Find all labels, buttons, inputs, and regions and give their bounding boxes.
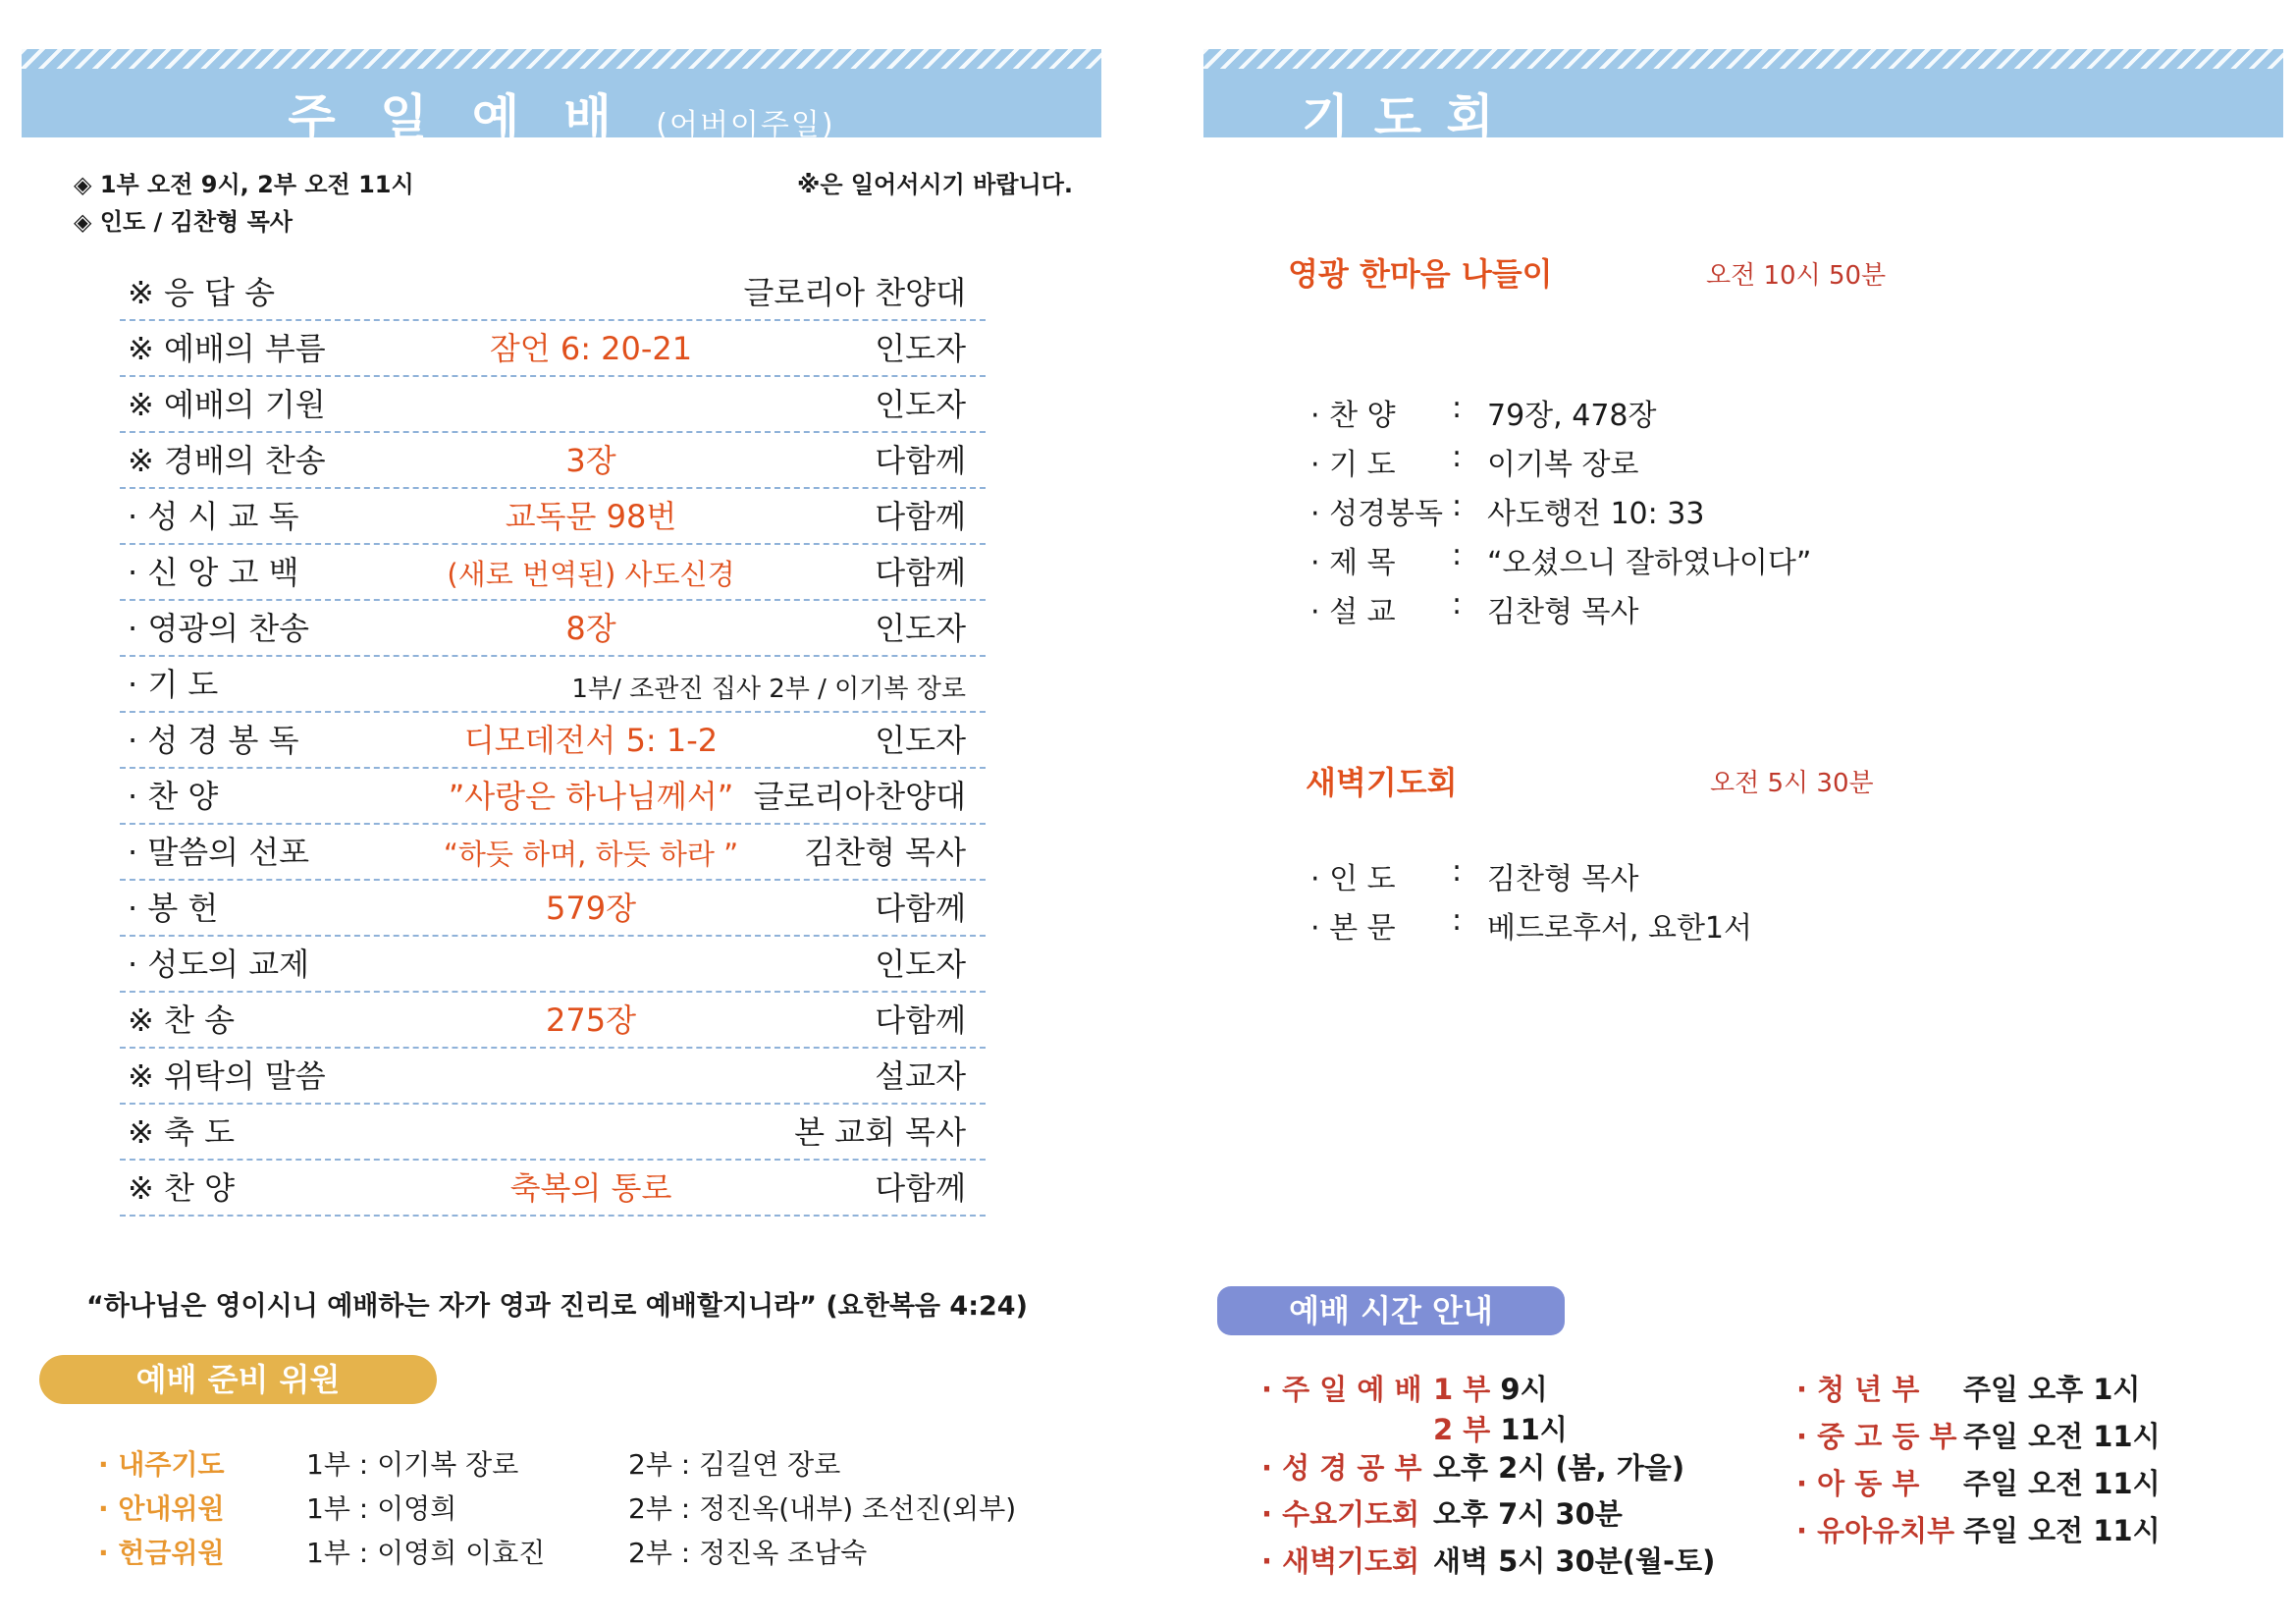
worship-item-leader: 인도자	[875, 610, 966, 647]
worship-item	[120, 881, 986, 937]
worship-item	[120, 937, 986, 993]
prep-first-service: 1부 : 이영희 이효진	[306, 1537, 546, 1569]
prayer-item-label: · 찬 양	[1310, 399, 1396, 433]
prayer-item-label: · 인 도	[1310, 862, 1396, 896]
schedule-item-label: · 중 고 등 부	[1796, 1420, 1957, 1453]
prep-second-service: 2부 : 정진옥(내부) 조선진(외부)	[628, 1492, 1017, 1525]
prayer-item-value: 베드로후서, 요한1서	[1487, 911, 1752, 946]
worship-item	[120, 769, 986, 825]
dawn-time: 오전 5시 30분	[1710, 769, 1874, 798]
worship-item-name: ※ 예배의 부름	[128, 330, 326, 367]
worship-item	[120, 1105, 986, 1161]
prep-first-service: 1부 : 이기복 장로	[306, 1448, 519, 1481]
worship-item	[120, 321, 986, 377]
worship-item-name: ※ 위탁의 말씀	[128, 1057, 326, 1095]
schedule-item-label: · 아 동 부	[1796, 1467, 1920, 1500]
prep-second-service: 2부 : 정진옥 조남숙	[628, 1537, 868, 1569]
prayer-item-colon: :	[1452, 391, 1463, 425]
worship-item	[120, 545, 986, 601]
worship-item	[120, 657, 986, 713]
stand-note: ※은 일어서시기 바랍니다.	[797, 171, 1073, 198]
prep-second-service: 2부 : 김길연 장로	[628, 1448, 841, 1481]
worship-item-detail: 축복의 통로	[509, 1169, 672, 1207]
worship-item-detail: 579장	[546, 890, 636, 927]
worship-item-name: · 신 앙 고 백	[128, 554, 299, 591]
banner-stripe	[1203, 49, 2283, 69]
banner-stripe	[22, 49, 1101, 69]
worship-item	[120, 825, 986, 881]
outing-time: 오전 10시 50분	[1706, 261, 1887, 291]
worship-item	[120, 1161, 986, 1217]
worship-item-detail: “하듯 하며, 하듯 하라 ”	[443, 838, 739, 871]
schedule-item-value: 주일 오전 11시	[1963, 1514, 2161, 1547]
worship-title	[22, 79, 1101, 149]
schedule-item-label: · 수요기도회	[1261, 1497, 1420, 1531]
worship-item-detail: 8장	[565, 610, 616, 647]
prayer-item-value: 김찬형 목사	[1487, 595, 1639, 629]
worship-item-name: · 영광의 찬송	[128, 610, 310, 647]
worship-item-leader: 인도자	[875, 386, 966, 423]
worship-item	[120, 1049, 986, 1105]
worship-item	[120, 489, 986, 545]
prep-role: · 내주기도	[98, 1448, 225, 1481]
worship-item-name: · 찬 양	[128, 778, 219, 815]
prayer-item-value: 김찬형 목사	[1487, 862, 1639, 896]
worship-item-leader: 설교자	[875, 1057, 966, 1095]
worship-item-leader: 본 교회 목사	[794, 1113, 966, 1151]
order-of-worship	[120, 265, 986, 1217]
prayer-item-colon: :	[1452, 489, 1463, 523]
worship-item-leader: 1부/ 조관진 집사 2부 / 이기복 장로	[571, 675, 966, 704]
worship-item	[120, 713, 986, 769]
worship-item-leader: 인도자	[875, 946, 966, 983]
worship-item-leader: 글로리아찬양대	[753, 778, 966, 815]
worship-item-name: · 봉 헌	[128, 890, 219, 927]
dawn-title: 새벽기도회	[1306, 764, 1458, 801]
worship-item	[120, 377, 986, 433]
schedule-title: 예배 시간 안내	[1217, 1286, 1565, 1335]
worship-item-name: · 말씀의 선포	[128, 834, 310, 871]
schedule-item-value: 오후 2시 (봄, 가을)	[1433, 1451, 1685, 1485]
worship-item-leader: 다함께	[875, 554, 966, 591]
worship-item-name: ※ 응 답 송	[128, 274, 276, 311]
prayer-item-colon: :	[1452, 903, 1463, 938]
worship-item-name: · 기 도	[128, 666, 219, 703]
service-time: 9시	[1500, 1373, 1548, 1406]
prayer-item-value: 79장, 478장	[1487, 399, 1657, 433]
schedule-item-label: · 유아유치부	[1796, 1514, 1955, 1547]
worship-item-leader: 다함께	[875, 442, 966, 479]
schedule-item-value: 주일 오후 1시	[1963, 1373, 2141, 1406]
worship-item-detail: 3장	[565, 442, 616, 479]
schedule-item-value	[1433, 1368, 1568, 1448]
schedule-item-label: · 성 경 공 부	[1261, 1451, 1422, 1485]
prayer-item-label: · 성경봉독	[1310, 497, 1443, 531]
schedule-item-value: 새벽 5시 30분(월-토)	[1433, 1544, 1716, 1578]
schedule-item-value: 오후 7시 30분	[1433, 1497, 1623, 1531]
worship-item-leader: 다함께	[875, 498, 966, 535]
worship-item-leader: 김찬형 목사	[804, 834, 966, 871]
worship-item-name: ※ 경배의 찬송	[128, 442, 326, 479]
worship-item	[120, 993, 986, 1049]
worship-item-leader: 다함께	[875, 1169, 966, 1207]
service-tag: 1 부	[1433, 1373, 1491, 1406]
worship-item	[120, 265, 986, 321]
worship-item-leader: 인도자	[875, 722, 966, 759]
worship-item-leader: 글로리아 찬양대	[743, 274, 966, 311]
worship-item-leader: 다함께	[875, 890, 966, 927]
prayer-item-value: “오셨으니 잘하였나이다”	[1487, 546, 1812, 580]
worship-item-detail: 275장	[546, 1001, 636, 1039]
worship-item-leader: 인도자	[875, 330, 966, 367]
prayer-item-label: · 설 교	[1310, 595, 1396, 629]
schedule-item-label: · 새벽기도회	[1261, 1544, 1420, 1578]
worship-item-name: ※ 찬 송	[128, 1001, 235, 1039]
schedule-item-label: · 주 일 예 배	[1261, 1373, 1422, 1406]
worship-banner	[22, 49, 1101, 146]
worship-item-detail: ”사랑은 하나님께서”	[448, 778, 734, 815]
worship-item-name: · 성도의 교제	[128, 946, 310, 983]
worship-item	[120, 601, 986, 657]
worship-item-detail: 디모데전서 5: 1-2	[463, 722, 719, 759]
service-time: 11시	[1500, 1413, 1568, 1446]
prep-role: · 안내위원	[98, 1492, 225, 1525]
prayer-item-colon: :	[1452, 538, 1463, 572]
worship-item-name: ※ 찬 양	[128, 1169, 235, 1207]
prayer-item-label: · 제 목	[1310, 546, 1396, 580]
prayer-item-value: 사도행전 10: 33	[1487, 497, 1705, 531]
worship-item-leader: 다함께	[875, 1001, 966, 1039]
worship-item-name: ※ 축 도	[128, 1113, 235, 1151]
worship-time-line: ◈ 1부 오전 9시, 2부 오전 11시	[74, 171, 414, 198]
prayer-item-label: · 본 문	[1310, 911, 1396, 946]
worship-item-name: · 성 시 교 독	[128, 498, 299, 535]
schedule-item-label: · 청 년 부	[1796, 1373, 1920, 1406]
prayer-title: 기 도 회	[1302, 89, 1498, 146]
prayer-banner	[1203, 49, 2283, 146]
outing-title: 영광 한마음 나들이	[1288, 255, 1553, 293]
schedule-item-value: 주일 오전 11시	[1963, 1467, 2161, 1500]
prayer-item-label: · 기 도	[1310, 448, 1396, 482]
scripture-quote: “하나님은 영이시니 예배하는 자가 영과 진리로 예배할지니라” (요한복음 4:24)	[86, 1291, 1028, 1322]
worship-item	[120, 433, 986, 489]
worship-item-detail: 교독문 98번	[505, 498, 677, 535]
prayer-item-value: 이기복 장로	[1487, 448, 1639, 482]
schedule-item-value: 주일 오전 11시	[1963, 1420, 2161, 1453]
prep-role: · 헌금위원	[98, 1537, 225, 1569]
prayer-item-colon: :	[1452, 440, 1463, 474]
worship-item-detail: 잠언 6: 20-21	[489, 330, 693, 367]
prep-committee-title: 예배 준비 위원	[39, 1355, 437, 1404]
worship-subtitle: (어버이주일)	[656, 108, 835, 142]
prayer-item-colon: :	[1452, 854, 1463, 889]
worship-leader-line: ◈ 인도 / 김찬형 목사	[74, 208, 293, 236]
worship-item-name: ※ 예배의 기원	[128, 386, 326, 423]
service-tag: 2 부	[1433, 1413, 1491, 1446]
prayer-item-colon: :	[1452, 587, 1463, 622]
worship-item-name: · 성 경 봉 독	[128, 722, 299, 759]
prep-first-service: 1부 : 이영희	[306, 1492, 457, 1525]
worship-item-detail: (새로 번역된) 사도신경	[447, 558, 735, 591]
worship-title-text: 주 일 예 배	[288, 89, 625, 146]
